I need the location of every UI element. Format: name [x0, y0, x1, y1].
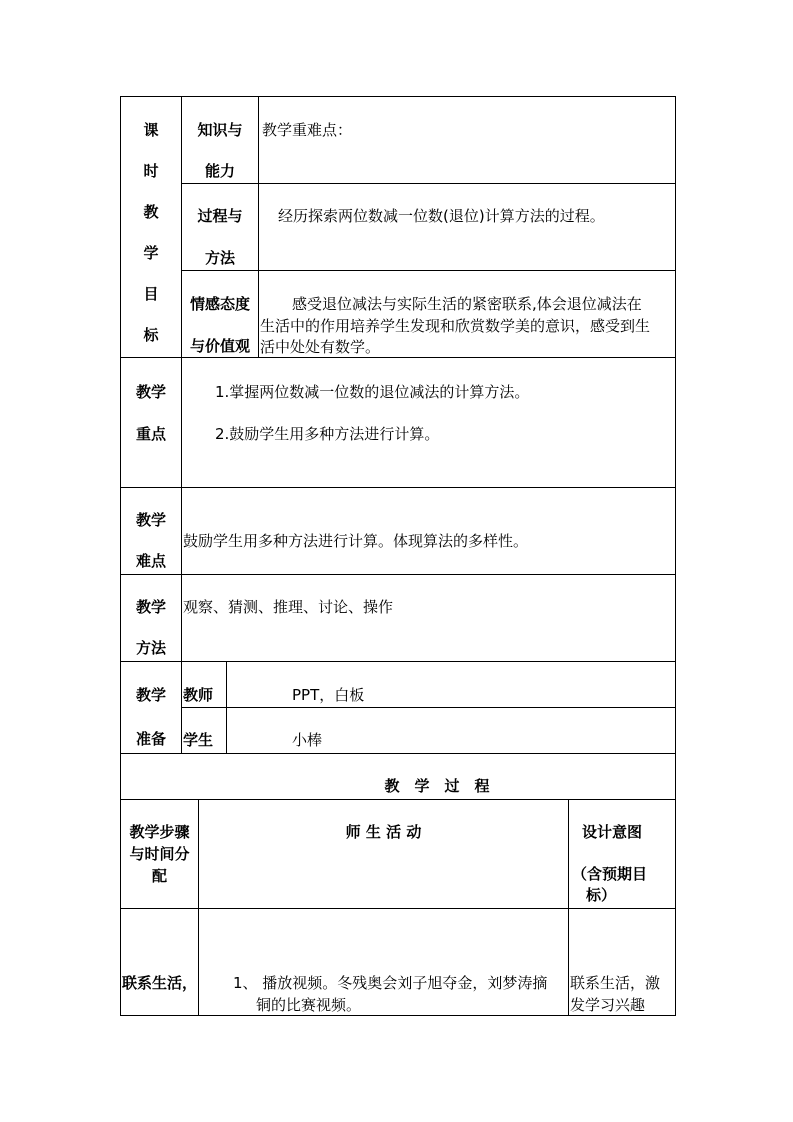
emotion-label: 情感态度	[189, 295, 250, 313]
student-label: 学生	[183, 731, 214, 749]
step1-label: 联系生活，	[122, 974, 198, 992]
methods-label: 方法	[135, 639, 166, 657]
knowledge-content-cell	[258, 96, 676, 184]
process-content: 经历探索两位数减一位数(退位)计算方法的过程。	[278, 207, 605, 225]
process-label: 方法	[204, 249, 235, 267]
intent-header-cell	[568, 799, 676, 909]
key-points-label: 重点	[135, 425, 166, 443]
teacher-label: 教师	[183, 686, 214, 704]
process-content-cell	[258, 183, 676, 271]
knowledge-label: 知识与	[197, 121, 243, 139]
teacher-value: PPT，白板	[292, 686, 365, 704]
difficulties-label: 难点	[135, 552, 166, 570]
objectives-label-char: 标	[143, 326, 159, 344]
emotion-label: 与价值观	[189, 337, 250, 355]
step1-intent-line: 联系生活，激	[570, 974, 661, 992]
objectives-label-char: 教	[143, 203, 159, 221]
activity-header-cell	[198, 799, 569, 909]
knowledge-content: 教学重难点：	[262, 121, 353, 139]
student-value: 小棒	[292, 731, 323, 749]
methods-content: 观察、猜测、推理、讨论、操作	[183, 598, 394, 616]
key-points-content-cell	[181, 357, 676, 488]
step1-activity-line: 1、 播放视频。冬残奥会刘子旭夺金，刘梦涛摘	[233, 974, 548, 992]
objectives-label-char: 目	[143, 285, 159, 303]
intent-header: 设计意图	[582, 823, 643, 841]
emotion-content-line: 生活中的作用培养学生发现和欣赏数学美的意识，感受到生	[260, 317, 651, 335]
key-point-item: 2.鼓励学生用多种方法进行计算。	[215, 425, 440, 443]
preparation-label: 教学	[135, 686, 166, 704]
activity-header: 师 生 活 动	[345, 823, 422, 841]
difficulties-label: 教学	[135, 511, 166, 529]
methods-label: 教学	[135, 598, 166, 616]
methods-content-cell	[181, 574, 676, 662]
step1-activity-line: 铜的比赛视频。	[256, 996, 362, 1014]
intent-header: （含预期目	[572, 865, 648, 883]
knowledge-label: 能力	[204, 162, 235, 180]
process-label: 过程与	[197, 207, 243, 225]
key-points-label-cell	[120, 357, 182, 488]
process-title: 教 学 过 程	[384, 777, 490, 795]
key-point-item: 1.掌握两位数减一位数的退位减法的计算方法。	[215, 383, 530, 401]
preparation-label: 准备	[135, 730, 166, 748]
difficulties-content-cell	[181, 487, 676, 575]
difficulties-content: 鼓励学生用多种方法进行计算。体现算法的多样性。	[183, 532, 529, 550]
key-points-label: 教学	[135, 383, 166, 401]
objectives-label-char: 课	[143, 121, 159, 139]
intent-header: 标）	[586, 886, 617, 904]
emotion-content-line: 感受退位减法与实际生活的紧密联系,体会退位减法在	[292, 295, 642, 313]
step-header: 配	[151, 867, 167, 885]
step1-intent-line: 发学习兴趣	[570, 996, 646, 1014]
step1-label-cell	[120, 908, 199, 1016]
objectives-label-char: 时	[143, 162, 159, 180]
emotion-content-line: 活中处处有数学。	[260, 338, 381, 356]
step-header: 与时间分	[129, 845, 190, 863]
objectives-label-char: 学	[143, 244, 159, 262]
step-header: 教学步骤	[129, 823, 190, 841]
step1-activity-cell	[198, 908, 569, 1016]
